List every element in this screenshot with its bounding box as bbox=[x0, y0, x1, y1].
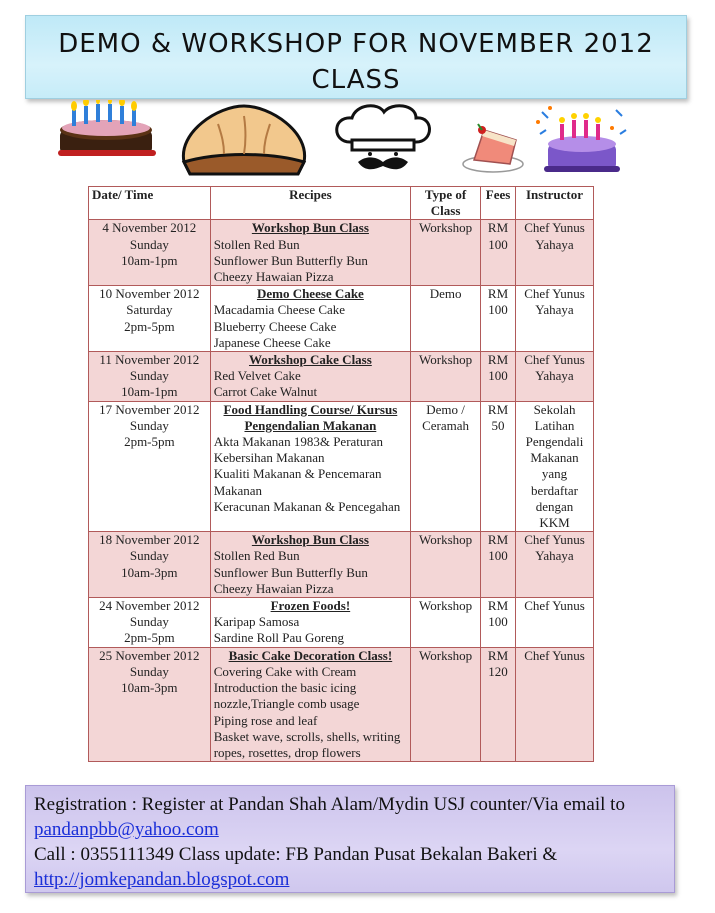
fees-cell: RM 100 bbox=[481, 598, 516, 648]
recipe-item: Sunflower Bun Butterfly Bun bbox=[213, 252, 368, 268]
recipes-cell bbox=[210, 352, 410, 402]
chef-icon bbox=[328, 102, 438, 180]
bread-loaf-icon bbox=[178, 102, 310, 180]
fees-cell: RM 100 bbox=[481, 286, 516, 352]
header-type: Type of Class bbox=[411, 187, 481, 220]
instructor-cell: Chef Yunus Yahaya bbox=[516, 532, 594, 598]
table-row bbox=[89, 532, 594, 598]
recipes-cell bbox=[210, 286, 410, 352]
time: 10am-1pm bbox=[121, 384, 178, 400]
table-row bbox=[89, 598, 594, 648]
type-cell: Workshop bbox=[411, 647, 481, 761]
day: Sunday bbox=[129, 417, 169, 433]
type-cell: Demo / Ceramah bbox=[411, 401, 481, 532]
table-row bbox=[89, 647, 594, 761]
recipe-item: Sunflower Bun Butterfly Bun bbox=[213, 564, 368, 580]
class-title: Frozen Foods! bbox=[270, 598, 351, 614]
type-cell: Demo bbox=[411, 286, 481, 352]
recipe-item: Sardine Roll Pau Goreng bbox=[213, 630, 345, 646]
date-cell bbox=[89, 352, 211, 402]
email-link[interactable]: pandanpbb@yahoo.com bbox=[34, 819, 219, 840]
table-row bbox=[89, 220, 594, 286]
schedule-table bbox=[88, 186, 594, 762]
fees-cell: RM 120 bbox=[481, 647, 516, 761]
recipe-item: Kualiti Makanan & Pencemaran Makanan bbox=[213, 466, 382, 498]
day: Sunday bbox=[129, 236, 169, 252]
recipe-item: Cheezy Hawaian Pizza bbox=[213, 580, 334, 596]
fees-cell: RM 100 bbox=[481, 220, 516, 286]
table-row bbox=[89, 286, 594, 352]
recipe-item: Karipap Samosa bbox=[213, 614, 300, 630]
day: Sunday bbox=[129, 614, 169, 630]
recipes-cell bbox=[210, 647, 410, 761]
recipes-cell bbox=[210, 598, 410, 648]
class-title: Workshop Cake Class bbox=[248, 352, 372, 368]
recipe-item: Akta Makanan 1983& Peraturan Kebersihan Makanan bbox=[213, 434, 383, 466]
call-text: Call : 0355111349 Class update: FB Pandan Pusat Bekalan Bakeri & bbox=[34, 844, 558, 865]
time: 10am-3pm bbox=[121, 564, 178, 580]
date: 18 November 2012 bbox=[99, 532, 200, 548]
recipe-item: Carrot Cake Walnut bbox=[213, 384, 318, 400]
fees-cell: RM 100 bbox=[481, 352, 516, 402]
type-cell: Workshop bbox=[411, 532, 481, 598]
date-cell bbox=[89, 286, 211, 352]
class-title: Workshop Bun Class bbox=[251, 220, 369, 236]
type-cell: Workshop bbox=[411, 598, 481, 648]
recipes-cell bbox=[210, 220, 410, 286]
recipe-item: Macadamia Cheese Cake bbox=[213, 302, 346, 318]
recipe-item: Piping rose and leaf bbox=[213, 712, 318, 728]
date-cell bbox=[89, 220, 211, 286]
title-line-1: DEMO & WORKSHOP FOR NOVEMBER 2012 bbox=[58, 29, 654, 59]
recipe-item: Stollen Red Bun bbox=[213, 236, 300, 252]
day: Saturday bbox=[126, 302, 173, 318]
class-title: Workshop Bun Class bbox=[251, 532, 369, 548]
day: Sunday bbox=[129, 548, 169, 564]
recipe-item: Introduction the basic icing nozzle,Triangle comb usage bbox=[213, 680, 360, 712]
party-cake-icon bbox=[536, 104, 628, 180]
header-date: Date/ Time bbox=[89, 187, 211, 220]
table-row bbox=[89, 352, 594, 402]
header-fees: Fees bbox=[481, 187, 516, 220]
recipe-item: Stollen Red Bun bbox=[213, 548, 300, 564]
date: 10 November 2012 bbox=[99, 286, 200, 302]
header-instructor: Instructor bbox=[516, 187, 594, 220]
date-cell bbox=[89, 647, 211, 761]
instructor-cell: Chef Yunus Yahaya bbox=[516, 352, 594, 402]
blog-link[interactable]: http://jomkepandan.blogspot.com bbox=[34, 869, 290, 890]
instructor-cell: Chef Yunus Yahaya bbox=[516, 286, 594, 352]
recipe-item: Red Velvet Cake bbox=[213, 368, 301, 384]
header-recipes: Recipes bbox=[210, 187, 410, 220]
table-row bbox=[89, 401, 594, 532]
date: 24 November 2012 bbox=[99, 598, 200, 614]
recipe-item: Keracunan Makanan & Pencegahan bbox=[213, 498, 401, 514]
recipe-item: Basket wave, scrolls, shells, writing ropes, rosettes, drop flowers bbox=[213, 728, 401, 760]
date: 17 November 2012 bbox=[99, 401, 200, 417]
time: 10am-3pm bbox=[121, 680, 178, 696]
recipes-cell bbox=[210, 532, 410, 598]
date: 4 November 2012 bbox=[102, 220, 197, 236]
recipe-item: Covering Cake with Cream bbox=[213, 663, 357, 679]
fees-cell: RM 50 bbox=[481, 401, 516, 532]
title-banner bbox=[25, 15, 687, 99]
date-cell bbox=[89, 401, 211, 532]
time: 2pm-5pm bbox=[124, 318, 175, 334]
instructor-cell: Sekolah Latihan Pengendali Makanan yang berdaftar dengan KKM bbox=[516, 401, 594, 532]
registration-text: Registration : Register at Pandan Shah Alam/Mydin USJ counter/Via email to bbox=[34, 794, 625, 815]
instructor-cell: Chef Yunus Yahaya bbox=[516, 220, 594, 286]
time: 2pm-5pm bbox=[124, 630, 175, 646]
date-cell bbox=[89, 598, 211, 648]
recipe-item: Japanese Cheese Cake bbox=[213, 334, 331, 350]
class-title: Food Handling Course/ Kursus Pengendalian Makanan bbox=[223, 401, 398, 433]
day: Sunday bbox=[129, 663, 169, 679]
recipe-item: Blueberry Cheese Cake bbox=[213, 318, 337, 334]
time: 2pm-5pm bbox=[124, 434, 175, 450]
date: 25 November 2012 bbox=[99, 647, 200, 663]
birthday-cake-icon bbox=[52, 100, 162, 162]
class-title: Demo Cheese Cake bbox=[256, 286, 364, 302]
registration-info bbox=[25, 785, 675, 893]
instructor-cell: Chef Yunus bbox=[516, 598, 594, 648]
recipes-cell bbox=[210, 401, 410, 532]
date-cell bbox=[89, 532, 211, 598]
day: Sunday bbox=[129, 368, 169, 384]
instructor-cell: Chef Yunus bbox=[516, 647, 594, 761]
title-line-2: CLASS bbox=[311, 65, 401, 95]
class-title: Basic Cake Decoration Class! bbox=[228, 647, 393, 663]
type-cell: Workshop bbox=[411, 352, 481, 402]
cake-slice-icon bbox=[460, 122, 526, 174]
recipe-item: Cheezy Hawaian Pizza bbox=[213, 269, 334, 285]
time: 10am-1pm bbox=[121, 252, 178, 268]
type-cell: Workshop bbox=[411, 220, 481, 286]
fees-cell: RM 100 bbox=[481, 532, 516, 598]
date: 11 November 2012 bbox=[99, 352, 200, 368]
